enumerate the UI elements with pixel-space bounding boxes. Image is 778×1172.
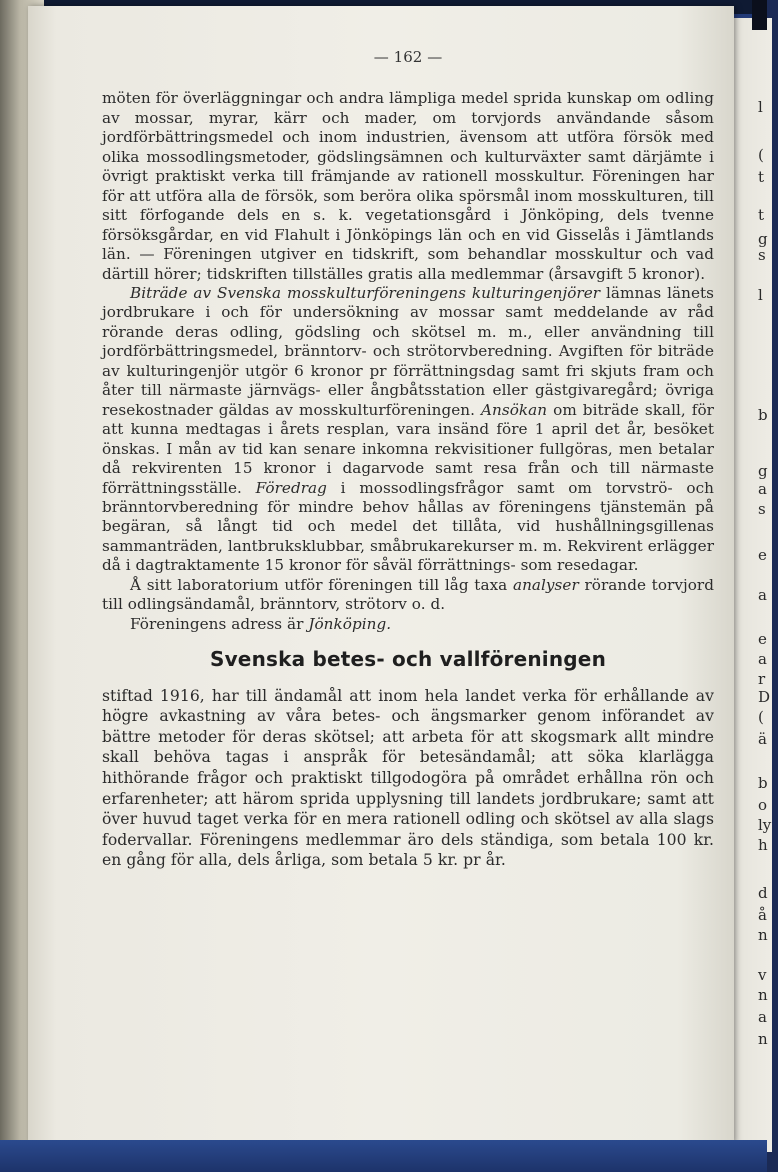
adjacent-fragment: e <box>758 546 767 564</box>
adjacent-fragment: a <box>758 480 767 498</box>
adjacent-fragment: l <box>758 286 763 304</box>
adjacent-page-fragments <box>758 0 778 1140</box>
adjacent-fragment: ä <box>758 730 767 748</box>
adjacent-fragment: ly <box>758 816 772 834</box>
page-number: — 162 — <box>373 48 443 66</box>
adjacent-fragment: n <box>758 986 768 1004</box>
adjacent-fragment: a <box>758 1008 767 1026</box>
paragraph-vallforeningen: stiftad 1916, har till ändamål att inom hela landet verka för erhållande av högre avkastning av våra betes- och ängsmarker genom införandet av bättre metoder för deras skötsel; att arbeta för att skogsmark allt mindre skall behöva tagas i anspråk för betesändamål; att söka klarlägga hithörande frågor och praktiskt tillgodogöra på området erhållna rön och erfarenheter; att härom sprida upplysning till landets jordbrukare; samt att över huvud taget verka för en mera rationell odling och skötsel av alla slags fodervallar. Föreningens medlemmar äro dels ständiga, som betala 100 kr. en gång för alla, dels årliga, som betala 5 kr. pr år. <box>102 686 714 870</box>
italic-jonkoping: Jönköping. <box>308 614 392 633</box>
adjacent-fragment: o <box>758 796 768 814</box>
paragraph-adress <box>102 615 714 634</box>
adjacent-fragment: s <box>758 500 766 518</box>
adjacent-fragment: a <box>758 650 767 668</box>
adjacent-fragment: b <box>758 774 768 792</box>
adjacent-fragment: ( <box>758 146 764 164</box>
scanner-bottom-band <box>0 1140 767 1172</box>
adjacent-fragment: D <box>758 688 771 706</box>
text-segment: rörande torvjord till odlingsändamål, bränntorv, strötorv o. d. <box>102 575 715 614</box>
adjacent-fragment: g <box>758 462 768 480</box>
adjacent-fragment: v <box>758 966 767 984</box>
adjacent-fragment: t <box>758 168 765 186</box>
italic-ansokan: Ansökan <box>481 400 548 419</box>
italic-analyser: analyser <box>512 575 579 594</box>
adjacent-fragment: s <box>758 246 766 264</box>
paragraph-laboratorium <box>102 576 714 615</box>
adjacent-fragment: e <box>758 630 767 648</box>
paragraph-bitrade <box>102 284 714 576</box>
text-segment: Å sitt laboratorium utför föreningen till låg taxa <box>130 575 513 594</box>
section-title: Svenska betes- och vallföreningen <box>209 647 607 672</box>
italic-foredrag: Föredrag <box>255 478 327 497</box>
adjacent-fragment: g <box>758 230 768 248</box>
adjacent-fragment: b <box>758 406 768 424</box>
adjacent-fragment: a <box>758 586 767 604</box>
adjacent-fragment: å <box>758 906 767 924</box>
text-segment: om biträde skall, för att kunna medtagas i årets resplan, vara insänd före 1 april det år, besöket önskas. I mån av tid kan senare inkomna rekvisitioner fullgöras, men betalar då rekvirenten 15 kronor i dagarvode samt resa från och till närmaste förrättningsställe. <box>102 400 714 497</box>
adjacent-fragment: n <box>758 926 768 944</box>
adjacent-fragment: r <box>758 670 766 688</box>
page-content <box>102 48 714 871</box>
paragraph-mosskultur-intro: möten för överläggningar och andra lämpliga medel sprida kunskap om odling av mossar, myrar, kärr och mader, om torvjords användande såsom jordförbättringsmedel och inom industrien, ävensom att utföra försök med olika mossodlingsmetoder, gödslingsämnen och kulturväxter samt därjämte i övrigt praktiskt verka till främjande av rationell mosskultur. Föreningen har för att utföra alla de försök, som beröra olika spörsmål inom mosskulturen, till sitt förfogande dels en s. k. vegetationsgård i Jönköping, dels tvenne försöksgårdar, en vid Flahult i Jönköpings län och en vid Gisselås i Jämtlands län. — Föreningen utgiver en tidskrift, som behandlar mosskultur och vad därtill hörer; tidskriften tillställes gratis alla medlemmar (årsavgift 5 kronor). <box>102 89 714 283</box>
adjacent-fragment: d <box>758 884 768 902</box>
text-segment: i mossodlingsfrågor samt om torvströ- och bränntorvberedning för mindre behov hållas av föreningens tjänstemän på begäran, så långt tid och medel det tillåta, vid hushållningsgillenas sammanträden, lantbruksklubbar, småbrukarekurser m. m. Rekvirent erlägger då i dagtraktamente 15 kronor för såväl förrättnings- som resedagar. <box>102 478 714 575</box>
adjacent-fragment: l <box>758 98 763 116</box>
adjacent-fragment: n <box>758 1030 768 1048</box>
adjacent-fragment: ( <box>758 708 764 726</box>
italic-bitrade-heading: Biträde av Svenska mosskulturföreningens kulturingenjörer <box>130 283 601 302</box>
text-segment: lämnas länets jordbrukare i och för undersökning av mossar samt meddelande av råd rörande deras odling, gödsling och skötsel m. m., eller användning till jordförbättringsmedel, bränntorv- och strötorvberedning. Avgiften för biträde av kulturingenjör utgör 6 kronor pr förrättningsdag samt fri skjuts fram och åter till närmaste järnvägs- eller ångbåtsstation eller gästgivaregård; övriga resekostnader gäldas av mosskulturföreningen. <box>102 283 714 419</box>
text-segment: Föreningens adress är <box>130 614 309 633</box>
adjacent-fragment: h <box>758 836 768 854</box>
adjacent-fragment: t <box>758 206 765 224</box>
